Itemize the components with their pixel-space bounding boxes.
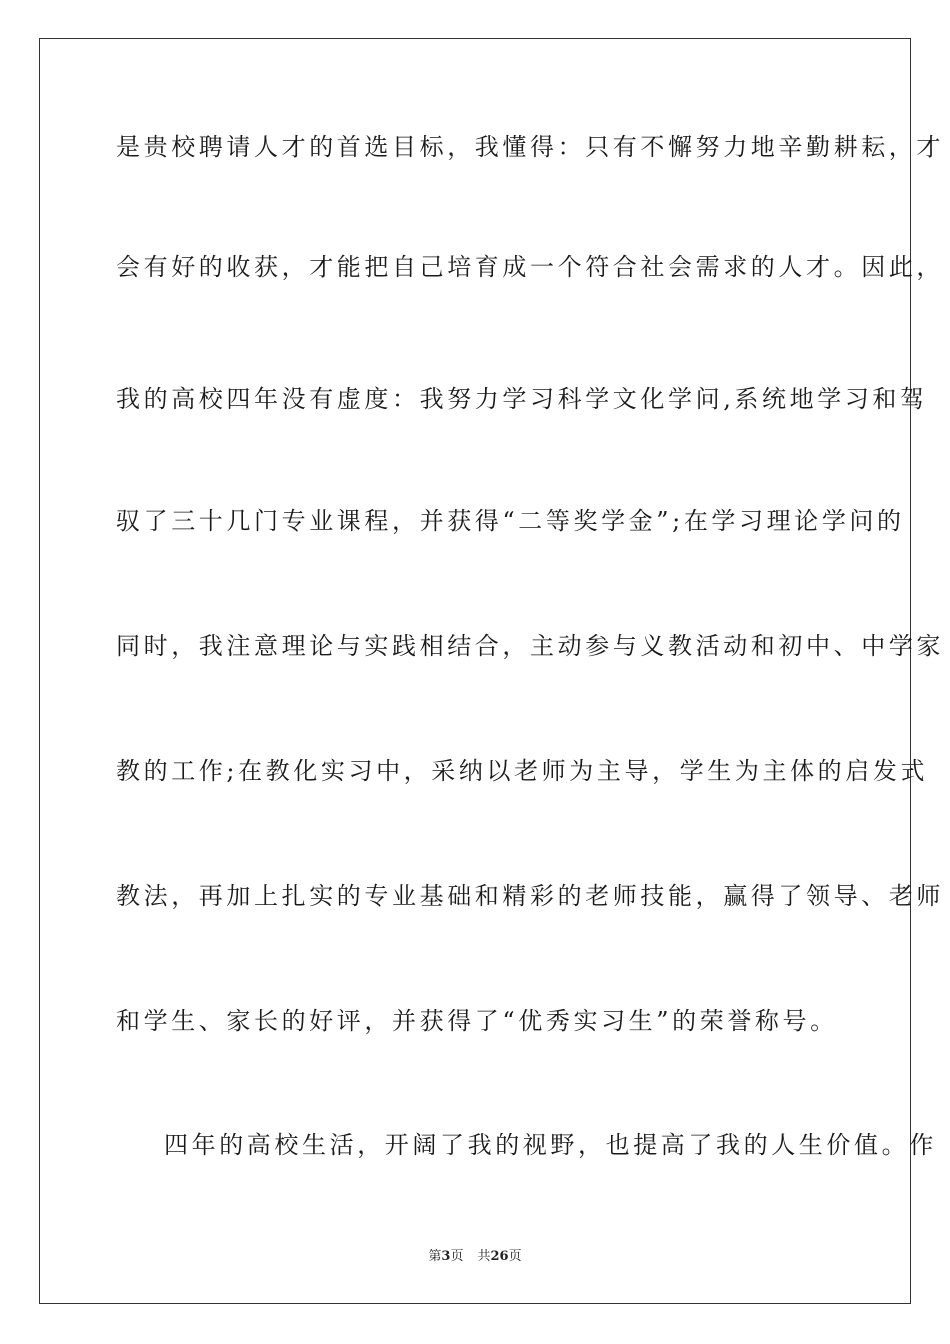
text-line: 教法，再加上扎实的专业基础和精彩的老师技能，赢得了领导、老师	[116, 882, 944, 910]
page-prefix: 第	[428, 1249, 442, 1264]
page-suffix: 页	[450, 1249, 464, 1264]
page-number: 3	[441, 1249, 451, 1264]
total-prefix: 共	[477, 1249, 491, 1264]
text-line: 我的高校四年没有虚度：我努力学习科学文化学问,系统地学习和驾	[116, 385, 928, 413]
total-suffix: 页	[508, 1249, 522, 1264]
text-line: 和学生、家长的好评，并获得了“优秀实习生”的荣誉称号。	[116, 1007, 838, 1035]
text-line: 教的工作;在教化实习中，采纳以老师为主导，学生为主体的启发式	[116, 757, 929, 785]
page-footer	[0, 1248, 950, 1266]
text-line: 驭了三十几门专业课程，并获得“二等奖学金”;在学习理论学问的	[116, 507, 905, 535]
page-border	[39, 38, 944, 1304]
text-line: 会有好的收获，才能把自己培育成一个符合社会需求的人才。因此，	[116, 253, 944, 281]
text-line: 是贵校聘请人才的首选目标，我懂得：只有不懈努力地辛勤耕耘，才	[116, 133, 944, 161]
total-pages: 26	[490, 1249, 509, 1264]
paragraph-start-line: 四年的高校生活，开阔了我的视野，也提高了我的人生价值。作	[164, 1131, 937, 1159]
text-line: 同时，我注意理论与实践相结合，主动参与义教活动和初中、中学家	[116, 632, 944, 660]
